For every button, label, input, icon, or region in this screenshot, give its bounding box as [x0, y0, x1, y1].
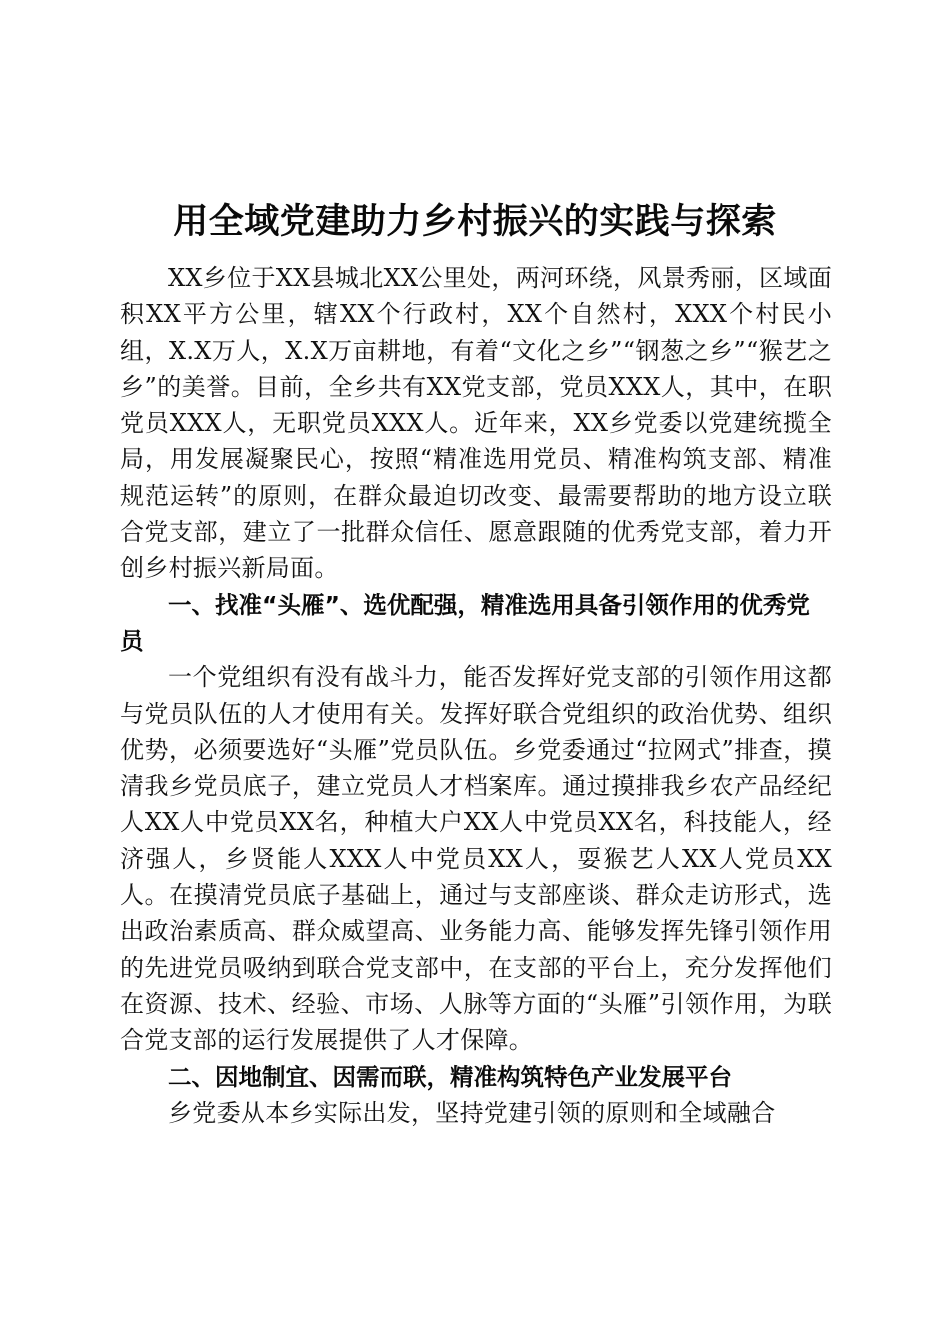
intro-paragraph: XX乡位于XX县城北XX公里处，两河环绕，风景秀丽，区域面积XX平方公里，辖XX个行政村，XX个自然村，XXX个村民小组，X.X万人，X.X万亩耕地，有着“文化之乡”“钢葱之乡”“猴艺之乡”的美誉。目前，全乡共有XX党支部，党员XXX人，其中，在职党员XXX人，无职党员XXX人。近年来，XX乡党委以党建统揽全局，用发展凝聚民心，按照“精准选用党员、精准构筑支部、精准规范运转”的原则，在群众最迫切改变、最需要帮助的地方设立联合党支部，建立了一批群众信任、愿意跟随的优秀党支部，着力开创乡村振兴新局面。 — [120, 264, 832, 583]
document-body — [120, 260, 832, 1131]
document-title: 用全域党建助力乡村振兴的实践与探索 — [173, 201, 777, 242]
section-heading-2: 二、因地制宜、因需而联，精准构筑特色产业发展平台 — [168, 1062, 732, 1091]
section-1-paragraph: 一个党组织有没有战斗力，能否发挥好党支部的引领作用这都与党员队伍的人才使用有关。发挥好联合党组织的政治优势、组织优势，必须要选好“头雁”党员队伍。乡党委通过“拉网式”排查，摸清我乡党员底子，建立党员人才档案库。通过摸排我乡农产品经纪人XX人中党员XX名，种植大户XX人中党员XX名，科技能人，经济强人，乡贤能人XXX人中党员XX人，耍猴艺人XX人党员XX人。在摸清党员底子基础上，通过与支部座谈、群众走访形式，选出政治素质高、群众威望高、业务能力高、能够发挥先锋引领作用的先进党员吸纳到联合党支部中，在支部的平台上，充分发挥他们在资源、技术、经验、市场、人脉等方面的“头雁”引领作用，为联合党支部的运行发展提供了人才保障。 — [120, 663, 832, 1055]
section-heading-1: 一、找准“头雁”、选优配强，精准选用具备引领作用的优秀党员 — [120, 590, 810, 655]
section-2-paragraph: 乡党委从本乡实际出发，坚持党建引领的原则和全域融合 — [168, 1098, 776, 1127]
